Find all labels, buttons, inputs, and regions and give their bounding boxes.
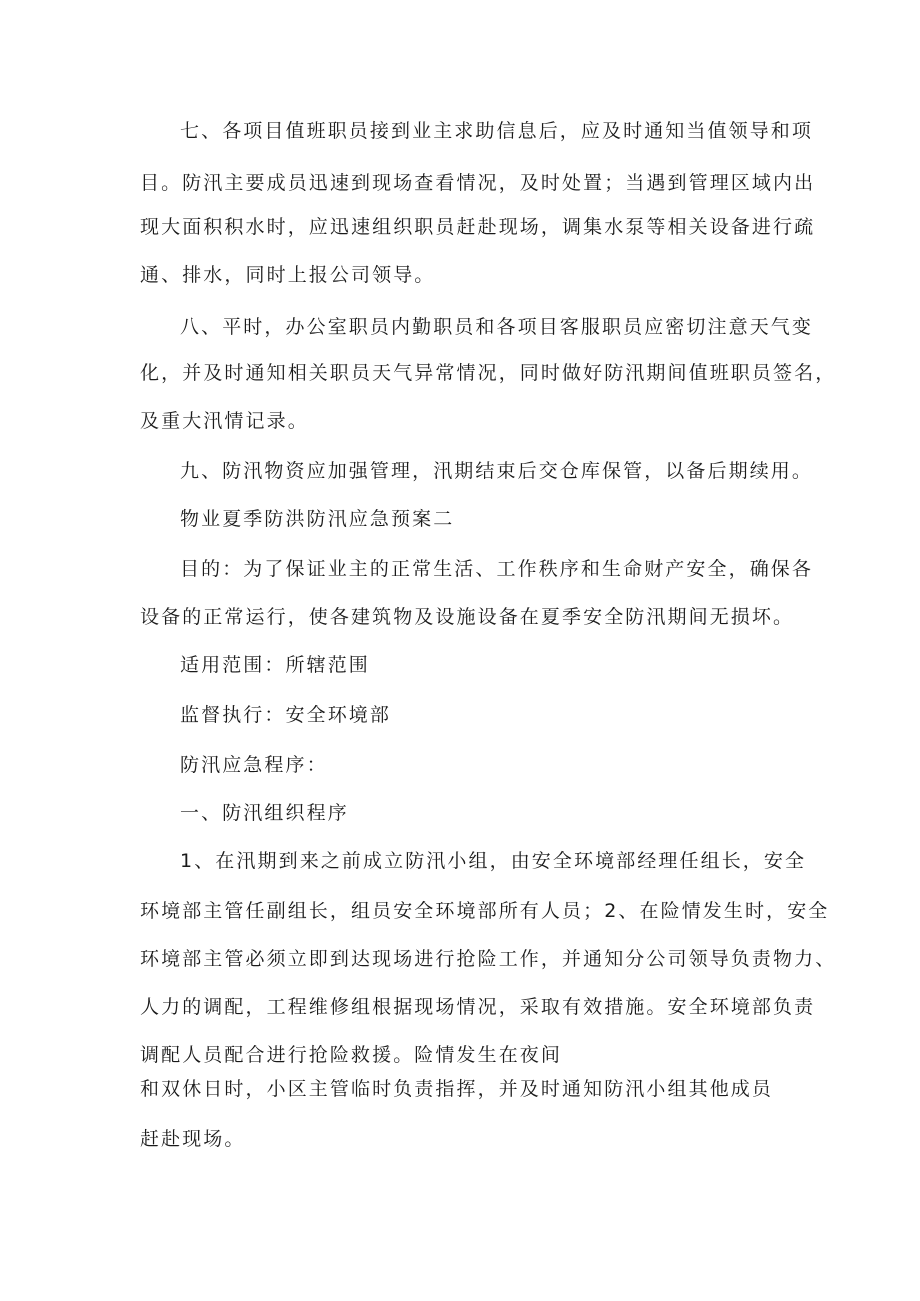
paragraph-9: 九、防汛物资应加强管理，汛期结束后交仓库保管，以备后期续用。 [180, 460, 814, 482]
subsection-heading: 一、防汛组织程序 [180, 802, 349, 824]
scope-line: 适用范围：所辖范围 [180, 654, 370, 676]
paragraph-7-line-2: 目。防汛主要成员迅速到现场查看情况，及时处置；当遇到管理区域内出 [140, 172, 816, 194]
item-1-line-2: 环境部主管任副组长，组员安全环境部所有人员；2、在险情发生时，安全 [140, 900, 830, 922]
procedure-heading: 防汛应急程序： [180, 754, 328, 776]
paragraph-8-line-1: 八、平时，办公室职员内勤职员和各项目客服职员应密切注意天气变 [180, 316, 814, 338]
item-1-line-6: 和双休日时，小区主管临时负责指挥，并及时通知防汛小组其他成员 [140, 1078, 774, 1100]
item-1-line-4: 人力的调配，工程维修组根据现场情况，采取有效措施。安全环境部负责 [140, 996, 816, 1018]
paragraph-7-line-1: 七、各项目值班职员接到业主求助信息后，应及时通知当值领导和项 [180, 120, 814, 142]
paragraph-8-line-2: 化，并及时通知相关职员天气异常情况，同时做好防汛期间值班职员签名， [140, 362, 837, 384]
item-1-line-5: 调配人员配合进行抢险救援。险情发生在夜间 [140, 1044, 563, 1066]
paragraph-7-line-3: 现大面积积水时，应迅速组织职员赶赴现场，调集水泵等相关设备进行疏 [140, 216, 816, 238]
paragraph-7-line-4: 通、排水，同时上报公司领导。 [140, 264, 436, 286]
item-1-line-3: 环境部主管必须立即到达现场进行抢险工作，并通知分公司领导负责物力、 [140, 948, 837, 970]
item-1-line-1: 1、在汛期到来之前成立防汛小组，由安全环境部经理任组长，安全 [180, 850, 807, 872]
item-1-line-7: 赶赴现场。 [140, 1128, 246, 1150]
supervision-line: 监督执行：安全环境部 [180, 704, 392, 726]
purpose-line-1: 目的：为了保证业主的正常生活、工作秩序和生命财产安全，确保各 [180, 558, 814, 580]
section-title: 物业夏季防洪防汛应急预案二 [180, 508, 455, 530]
paragraph-8-line-3: 及重大汛情记录。 [140, 410, 309, 432]
purpose-line-2: 设备的正常运行，使各建筑物及设施设备在夏季安全防汛期间无损坏。 [140, 606, 795, 628]
